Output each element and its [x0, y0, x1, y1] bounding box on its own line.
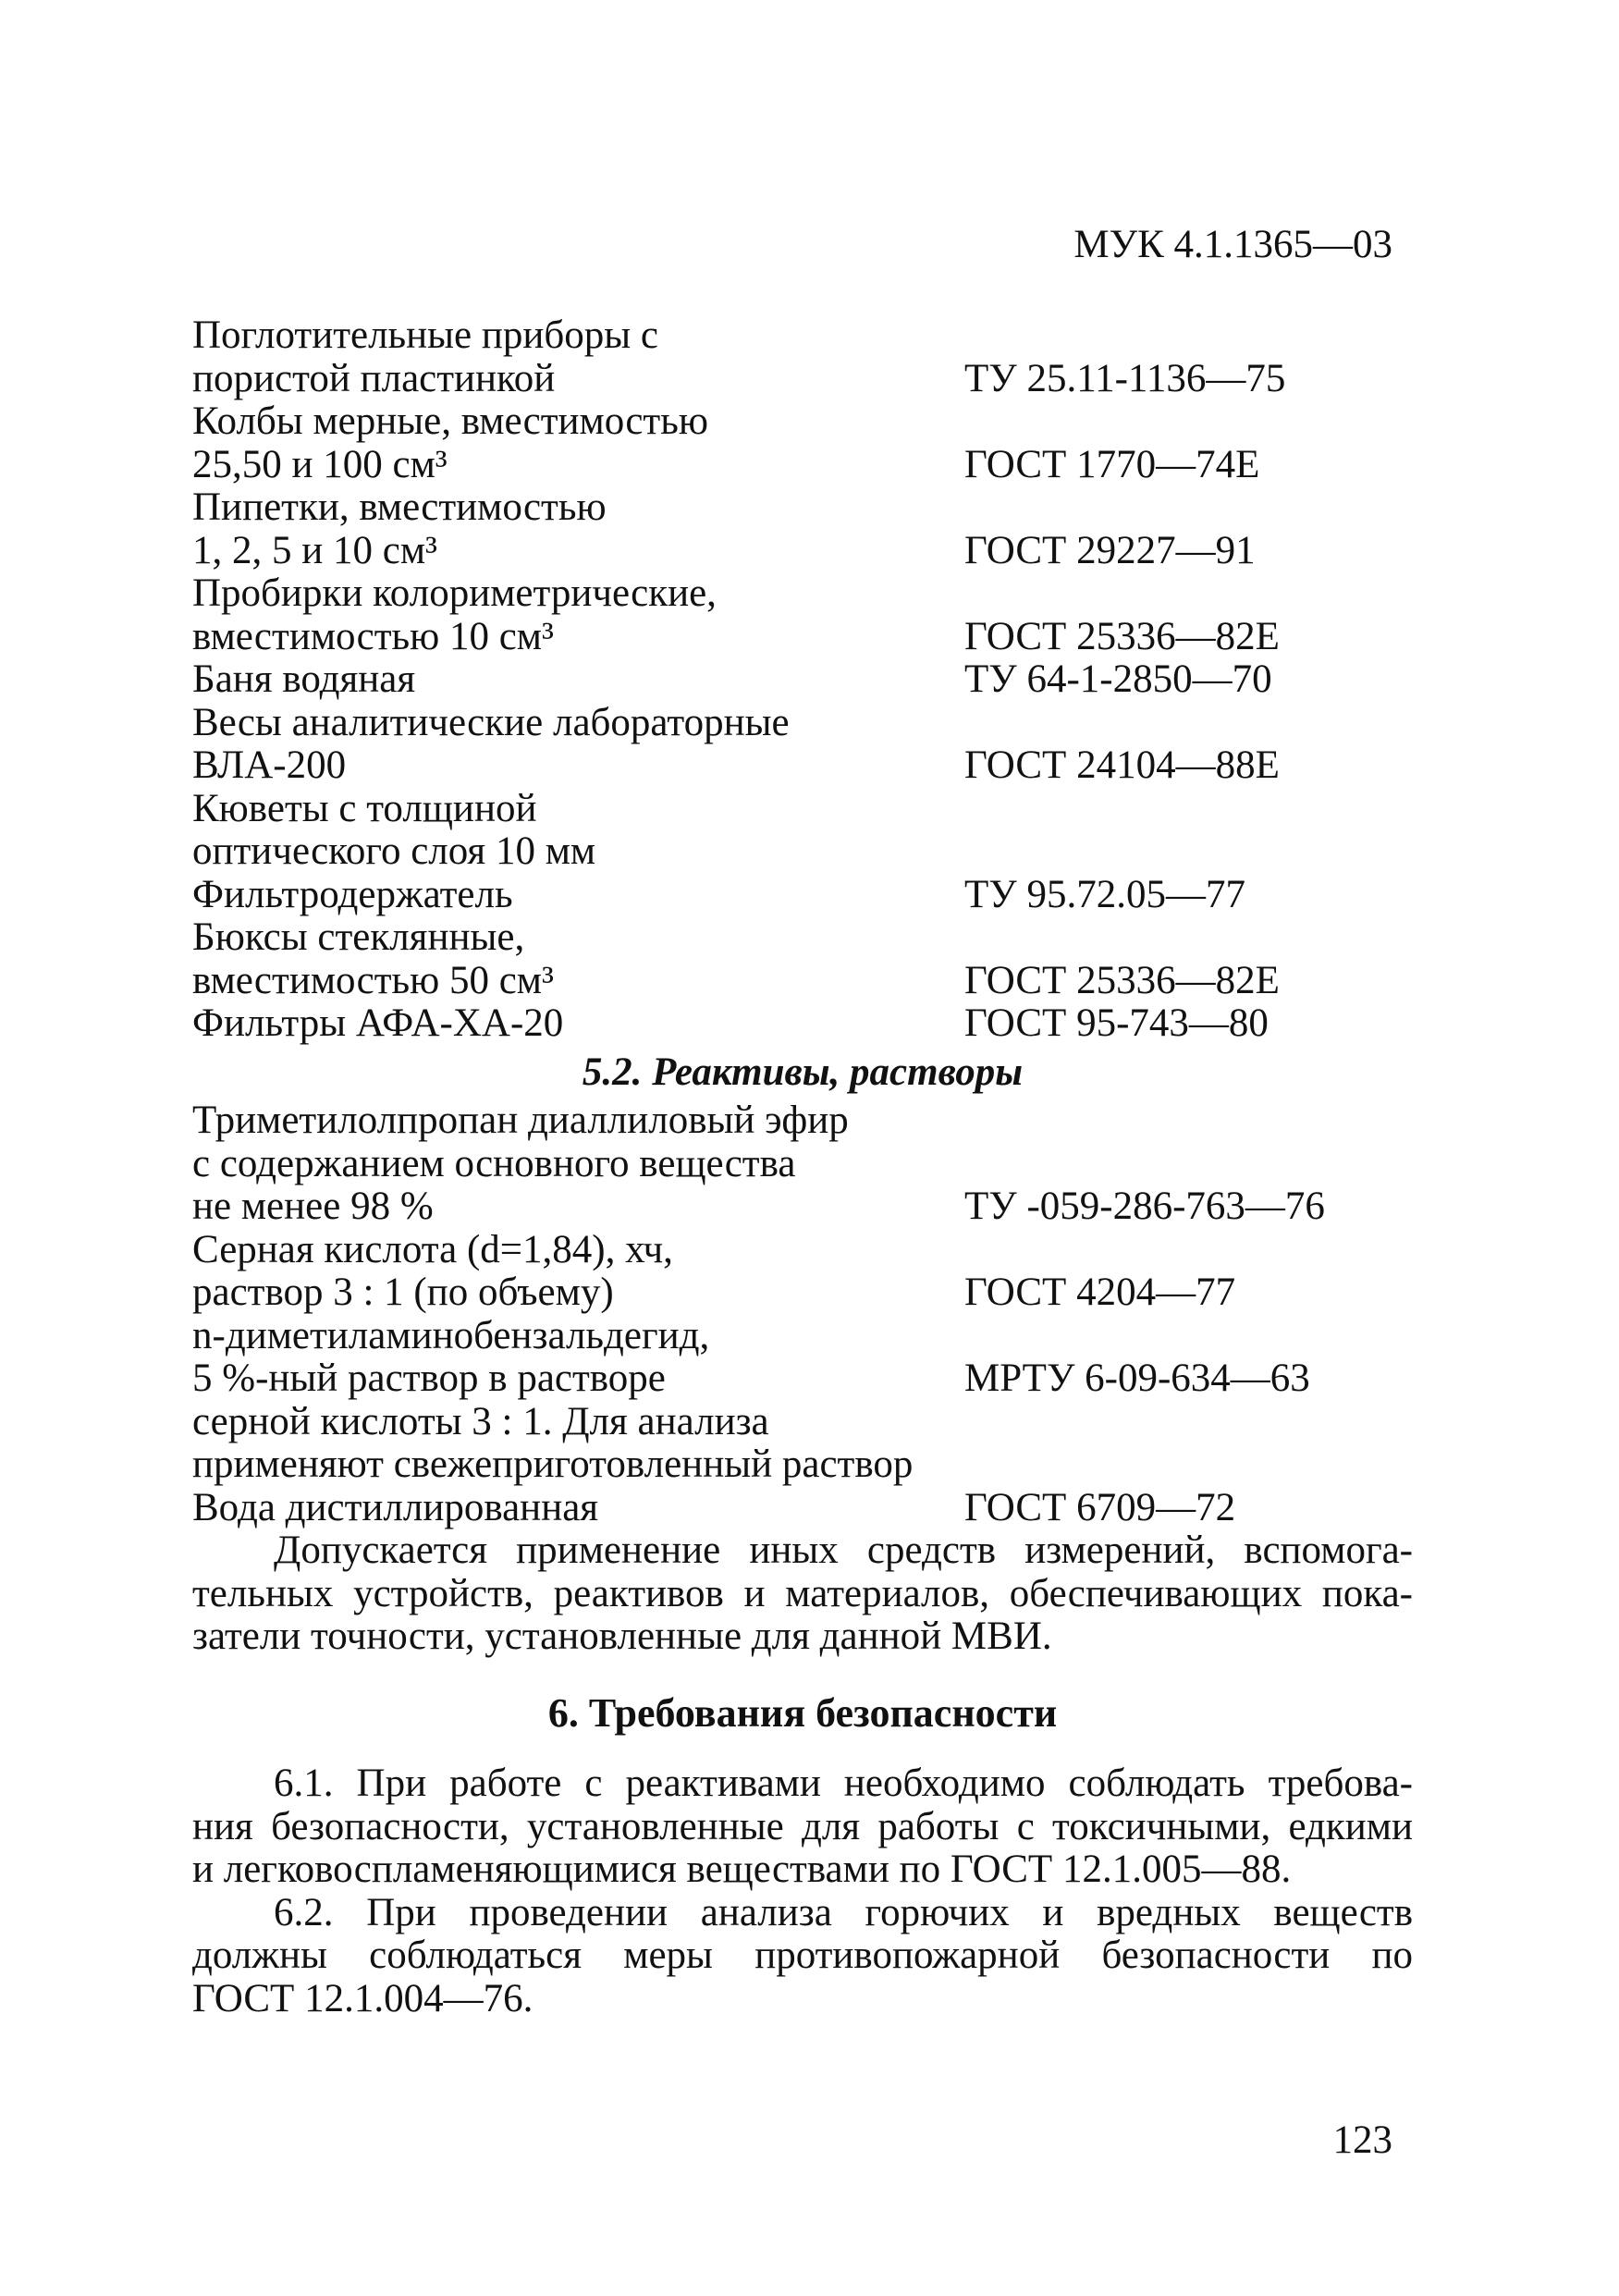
paragraph-line: и легковоспламеняющимися веществами по ГОСТ 12.1.005—88.	[192, 1848, 1292, 1891]
item-name-line: Серная кислота (d=1,84), хч,	[192, 1227, 673, 1271]
item-name	[192, 314, 951, 400]
section-6-title: 6. Требования безопасности	[547, 1689, 1058, 1736]
item-name-line: Пробирки колориметрические,	[192, 571, 717, 615]
item-standard-ref: ТУ 25.11-1136—75	[964, 356, 1286, 400]
item-name-line: Поглотительные приборы с	[192, 313, 659, 357]
item-name-line: Триметилолпропан диаллиловый эфир	[192, 1099, 849, 1142]
item-name-line: Фильтродержатель	[192, 872, 513, 916]
item-name-line: n-диметиламинобензальдегид,	[192, 1313, 710, 1357]
item-standard-ref: ГОСТ 24104—88Е	[964, 743, 1280, 787]
item-name	[192, 1315, 951, 1487]
item-standard-ref: ТУ 64-1-2850—70	[964, 657, 1272, 701]
note-paragraph	[192, 1529, 1413, 1659]
page-content	[192, 314, 1413, 2020]
item-standard-ref: ГОСТ 25336—82Е	[964, 614, 1280, 658]
equipment-list	[192, 314, 1413, 1046]
paragraph-line: ГОСТ 12.1.004—76.	[192, 1976, 534, 2020]
item-name-line: Весы аналитические лабораторные	[192, 700, 790, 744]
list-item	[192, 1229, 1413, 1315]
list-item	[192, 702, 1413, 788]
item-name-line: 5 %-ный раствор в растворе	[192, 1357, 666, 1400]
list-item	[192, 1315, 1413, 1487]
item-name	[192, 572, 951, 658]
paragraph-line: должны соблюдаться меры противопожарной безопасности по	[192, 1934, 1413, 1977]
item-name	[192, 788, 951, 874]
item-standard-ref: ГОСТ 25336—82Е	[964, 958, 1280, 1002]
item-name-line: вместимостью 50 см³	[192, 958, 554, 1002]
list-item	[192, 572, 1413, 658]
item-name	[192, 1229, 951, 1315]
item-name-line: вместимостью 10 см³	[192, 614, 554, 658]
item-standard-ref: ГОСТ 29227—91	[964, 528, 1256, 572]
item-name-line: оптического слоя 10 мм	[192, 829, 596, 873]
list-item	[192, 658, 1413, 702]
item-name	[192, 916, 951, 1002]
note-line: затели точности, установленные для данной МВИ.	[192, 1615, 1052, 1658]
item-name-line: Баня водяная	[192, 657, 416, 701]
item-name	[192, 1099, 951, 1229]
item-name	[192, 1487, 951, 1530]
document-code: МУК 4.1.1365—03	[1073, 223, 1392, 266]
item-name-line: с содержанием основного вещества	[192, 1141, 796, 1185]
item-name-line: применяют свежеприготовленный раствор	[192, 1443, 914, 1486]
item-name	[192, 658, 951, 702]
reagents-list	[192, 1099, 1413, 1529]
item-name-line: раствор 3 : 1 (по объему)	[192, 1271, 614, 1314]
item-name-line: не менее 98 %	[192, 1185, 434, 1228]
item-name	[192, 874, 951, 917]
item-name-line: Пипетки, вместимостью	[192, 485, 607, 529]
item-name-line: Кюветы с толщиной	[192, 786, 537, 830]
list-item	[192, 1487, 1413, 1530]
list-item	[192, 874, 1413, 917]
note-line: тельных устройств, реактивов и материалов, обеспечивающих пока-	[192, 1571, 1413, 1615]
list-item	[192, 916, 1413, 1002]
list-item	[192, 486, 1413, 572]
item-standard-ref: ГОСТ 1770—74Е	[964, 442, 1260, 486]
item-standard-ref: ГОСТ 95-743—80	[964, 1001, 1269, 1045]
item-name	[192, 486, 951, 572]
item-standard-ref: МРТУ 6-09-634—63	[964, 1357, 1310, 1400]
item-name	[192, 1002, 951, 1046]
list-item	[192, 400, 1413, 486]
item-name-line: Бюксы стеклянные,	[192, 915, 525, 959]
item-standard-ref: ТУ 95.72.05—77	[964, 872, 1245, 916]
item-name-line: Фильтры АФА-ХА-20	[192, 1001, 564, 1045]
reagents-heading: 5.2. Реактивы, растворы	[582, 1050, 1024, 1094]
item-name-line: 25,50 и 100 см³	[192, 442, 448, 486]
item-name	[192, 400, 951, 486]
page-number: 123	[1332, 2118, 1392, 2162]
list-item	[192, 1002, 1413, 1046]
item-standard-ref: ГОСТ 6709—72	[964, 1485, 1236, 1529]
item-name-line: 1, 2, 5 и 10 см³	[192, 528, 437, 572]
list-item	[192, 314, 1413, 400]
paragraph-line: 6.1. При работе с реактивами необходимо соблюдать требова-	[274, 1762, 1413, 1805]
paragraph-line: ния безопасности, установленные для работы с токсичными, едкими	[192, 1804, 1413, 1848]
item-name-line: пористой пластинкой	[192, 356, 556, 400]
list-item	[192, 1099, 1413, 1229]
item-name-line: Вода дистиллированная	[192, 1485, 599, 1529]
item-standard-ref: ГОСТ 4204—77	[964, 1271, 1236, 1314]
paragraph-6-2	[192, 1892, 1413, 2021]
list-item	[192, 788, 1413, 874]
paragraph-line: 6.2. При проведении анализа горючих и вредных веществ	[274, 1890, 1413, 1934]
item-name-line: Колбы мерные, вместимостью	[192, 399, 708, 443]
item-standard-ref: ТУ -059-286-763—76	[964, 1185, 1325, 1228]
note-line: Допускается применение иных средств измерений, вспомога-	[274, 1529, 1413, 1572]
item-name	[192, 702, 951, 788]
item-name-line: ВЛА-200	[192, 743, 347, 787]
item-name-line: серной кислоты 3 : 1. Для анализа	[192, 1399, 769, 1443]
paragraph-6-1	[192, 1762, 1413, 1892]
